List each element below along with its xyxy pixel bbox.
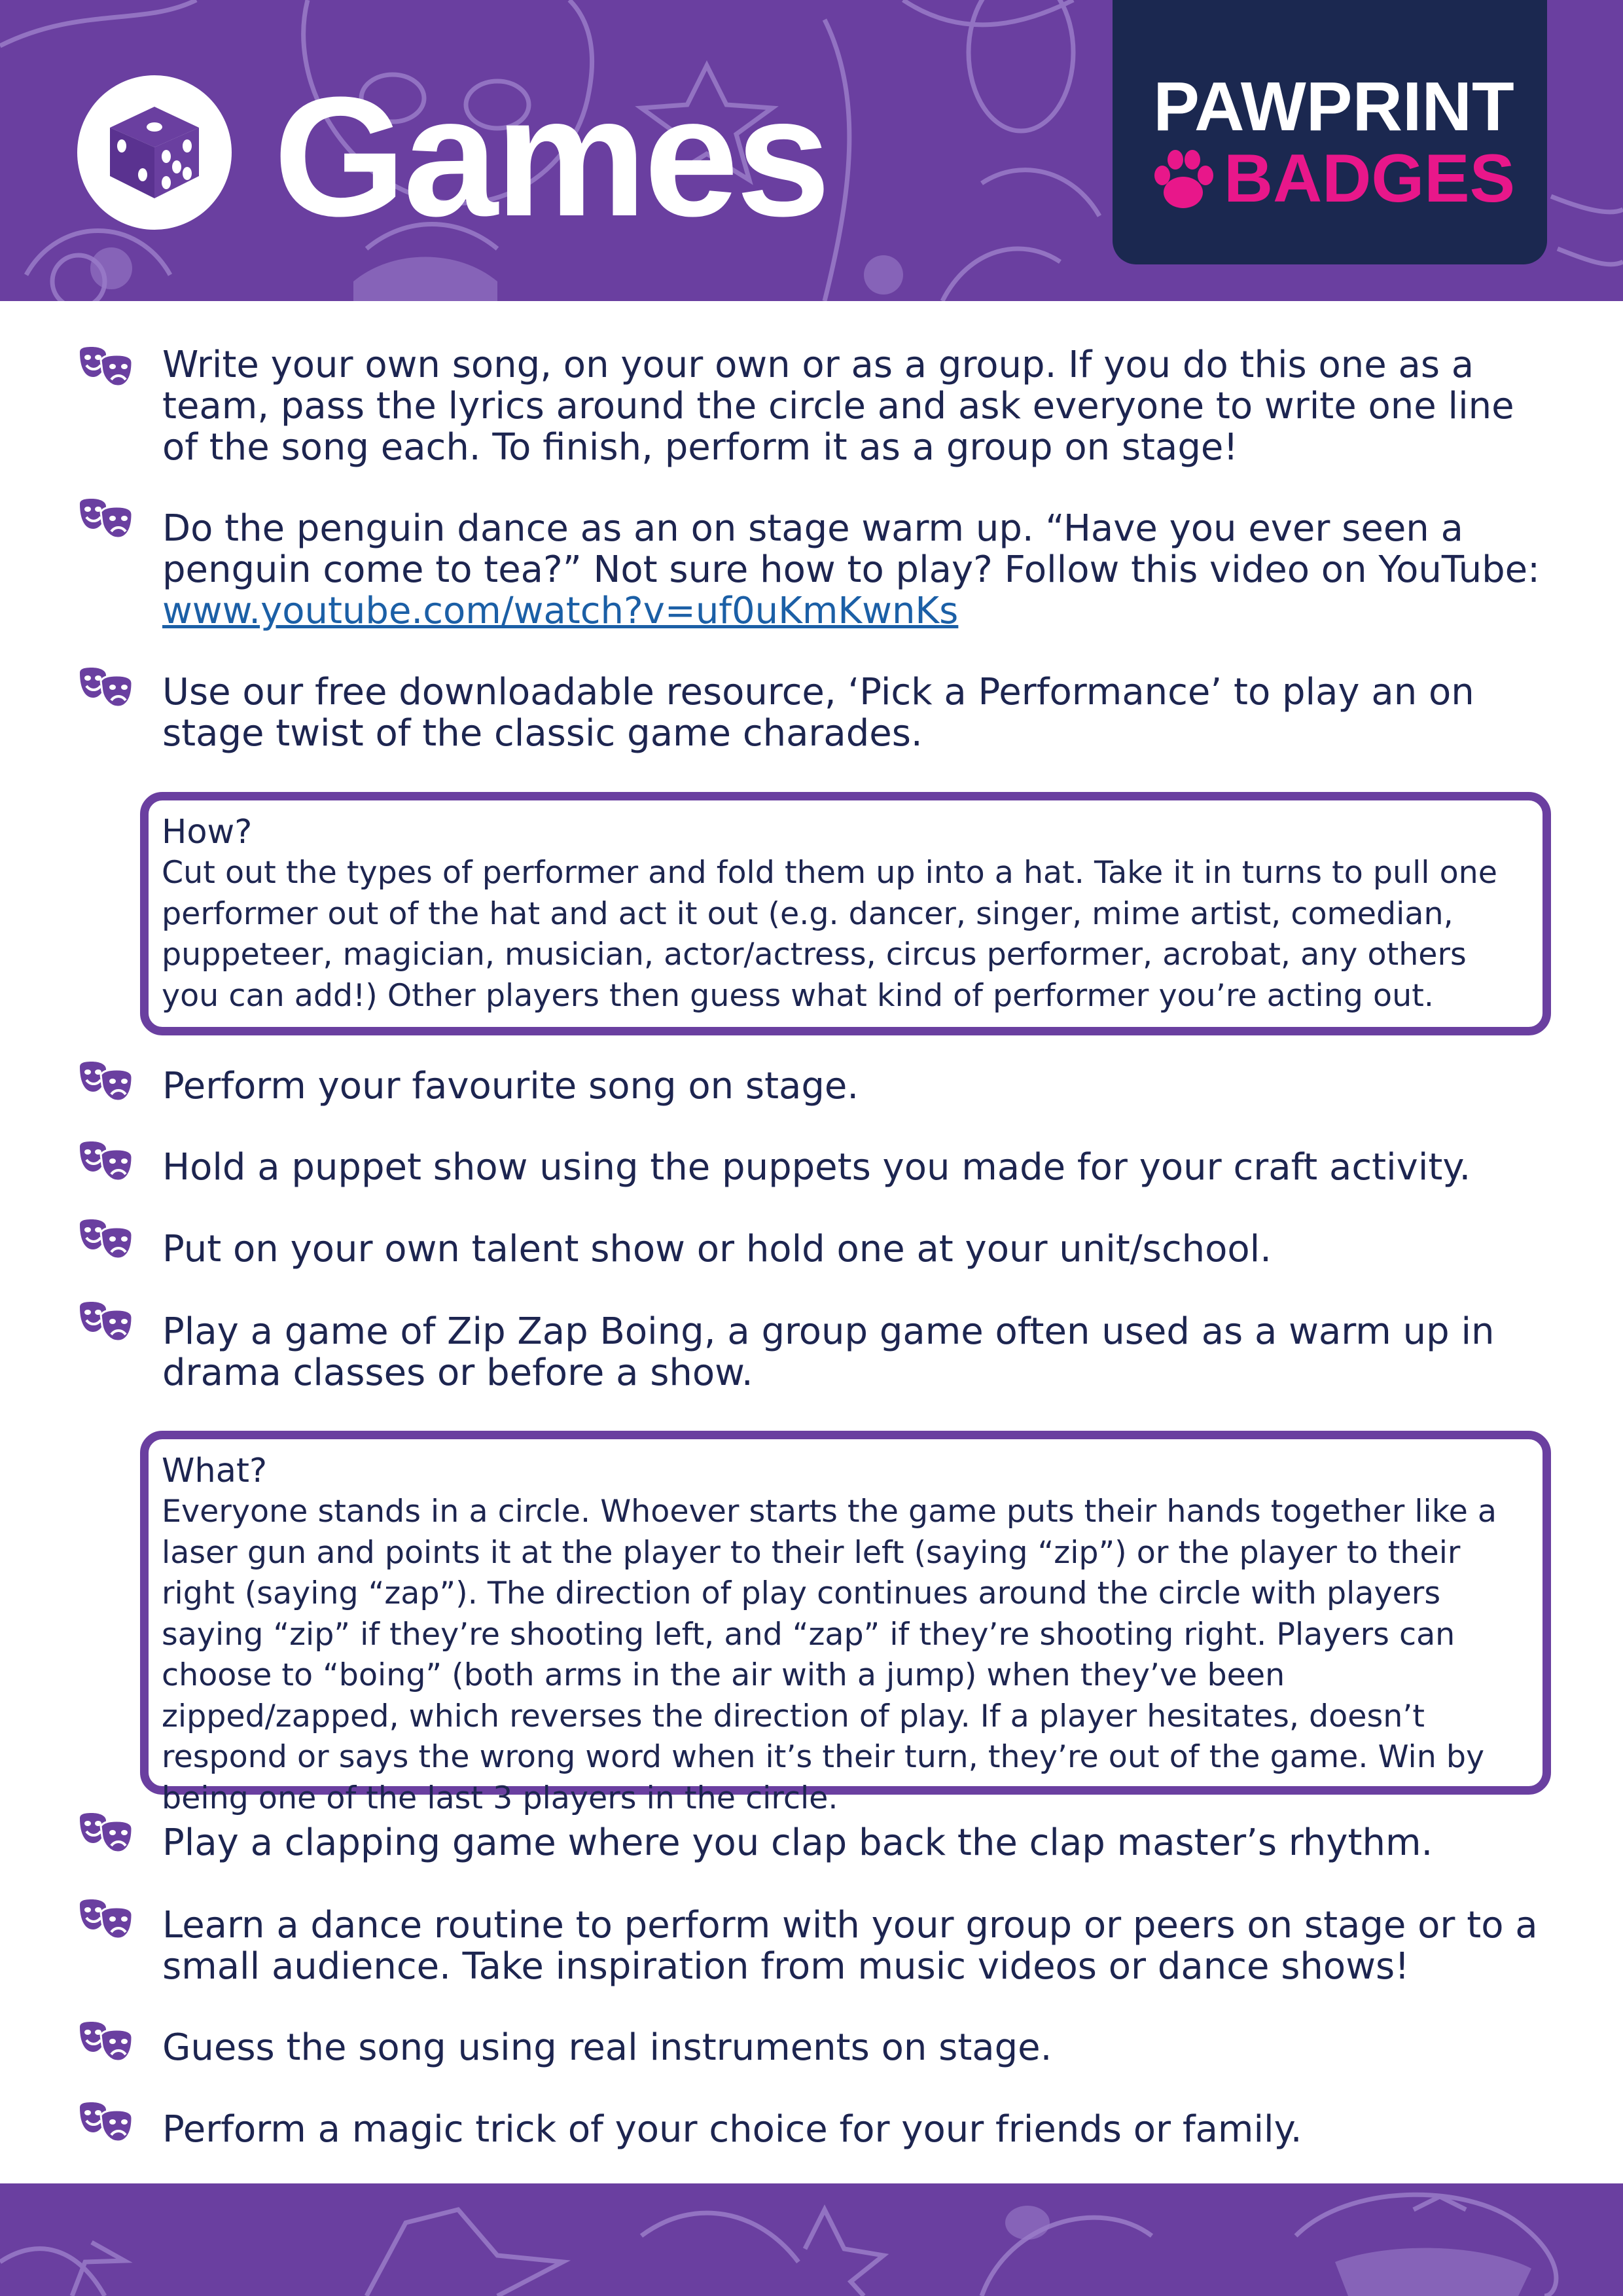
logo-text-line2: BADGES [1224, 141, 1515, 217]
box-body: Cut out the types of performer and fold them up into a hat. Take it in turns to pull one performer out of the hat and act it out (e.g. dancer, singer, mime artist, comedian, puppeteer, magician, musician, actor/actress, circus performer, acrobat, any others you can add!) Other players then guess what kind of performer you’re acting out. [162, 855, 1497, 1014]
item-text: Use our free downloadable resource, ‘Pick a Performance’ to play an on stage twist of the classic game charades. [162, 671, 1474, 755]
theatre-masks-icon [77, 1218, 135, 1261]
box-heading: What? [162, 1452, 268, 1490]
theatre-masks-icon [77, 2020, 135, 2064]
header-banner [0, 0, 1623, 301]
item-text: Learn a dance routine to perform with your group or peers on stage or to a small audience. Take inspiration from music videos or dance shows! [162, 1904, 1538, 1988]
theatre-masks-icon [77, 346, 135, 389]
item-text: Hold a puppet show using the puppets you made for your craft activity. [162, 1146, 1471, 1189]
item-text: Play a game of Zip Zap Boing, a group game often used as a warm up in drama classes or before a show. [162, 1310, 1495, 1394]
theatre-masks-icon [77, 1812, 135, 1855]
item-text: Do the penguin dance as an on stage warm up. “Have you ever seen a penguin come to tea?” Not sure how to play? Follow this video on YouTube: [162, 507, 1540, 591]
theatre-masks-icon [77, 2101, 135, 2144]
item-text: Guess the song using real instruments on stage. [162, 2026, 1052, 2069]
item-text-container [162, 508, 1543, 632]
item-text: Put on your own talent show or hold one at your unit/school. [162, 1228, 1272, 1270]
theatre-masks-icon [77, 1898, 135, 1941]
theatre-masks-icon [77, 666, 135, 709]
what-info-box [140, 1431, 1551, 1816]
item-text: Play a clapping game where you clap back the clap master’s rhythm. [162, 1821, 1433, 1864]
theatre-masks-icon [77, 1060, 135, 1103]
dice-badge [77, 75, 232, 230]
how-info-box [140, 792, 1551, 1035]
theatre-masks-icon [77, 1300, 135, 1344]
logo-text-line1: PAWPRINT [1153, 68, 1514, 145]
box-body: Everyone stands in a circle. Whoever starts the game puts their hands together like a laser gun and points it at the player to their left (saying “zip”) or the player to their right (saying “zap”). The direction of play continues around the circle with players saying “zip” if they’re shooting left, and “zap” if they’re shooting right. Players can choose to “boing” (both arms in the air with a jump) when they’ve been zipped/zapped, which reverses the direction of play. If a player hesitates, doesn’t respond or says the wrong word when it’s their turn, they’re out of the game. Win by being one of the last 3 players in the circle. [162, 1494, 1497, 1816]
item-text: Write your own song, on your own or as a group. If you do this one as a team, pass the lyrics around the circle and ask everyone to write one line of the song each. To finish, perform it as a group on stage! [162, 344, 1514, 469]
theatre-masks-icon [77, 1140, 135, 1183]
decorative-doodles [0, 2183, 1623, 2296]
box-heading: How? [162, 813, 253, 852]
pawprint-badges-logo [1113, 0, 1547, 264]
dice-icon [103, 101, 205, 204]
paw-icon [1150, 148, 1216, 211]
youtube-link[interactable]: www.youtube.com/watch?v=uf0uKmKwnKs [162, 590, 959, 632]
page-title: Games [274, 62, 829, 252]
theatre-masks-icon [77, 497, 135, 541]
item-text: Perform your favourite song on stage. [162, 1065, 859, 1107]
footer-banner [0, 2183, 1623, 2296]
item-text: Perform a magic trick of your choice for your friends or family. [162, 2108, 1302, 2151]
